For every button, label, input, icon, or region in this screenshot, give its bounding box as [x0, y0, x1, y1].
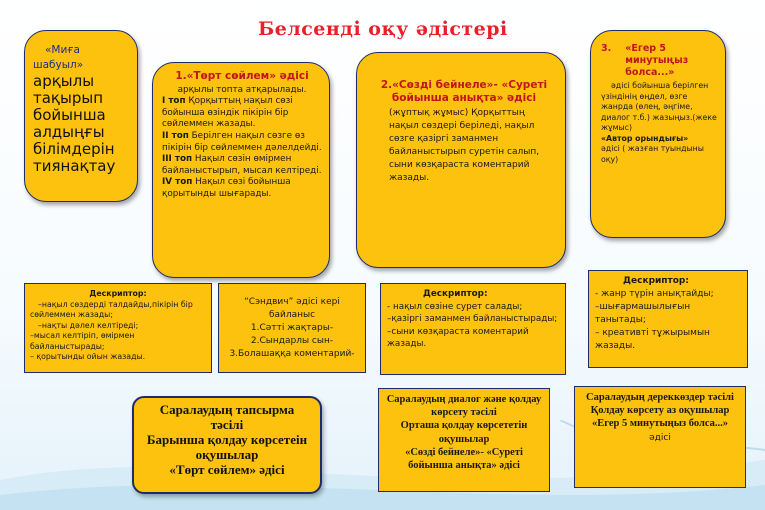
bottom-1-line: Саралаудың тапсырма тәсілі [159, 402, 295, 432]
descriptor-2 [380, 283, 566, 375]
bottom-3-line: Саралаудың дереккөздер тәсілі [586, 392, 734, 403]
descriptor-1-heading: Дескриптор: [89, 289, 147, 298]
depict-word-body: (жұптық жұмыс) Қорқыттың нақыл сөздері беріледі, нақыл сөзге қазіргі заманмен байланыстырып суретін салып, сыни көзқараста коментарий жазады. [389, 108, 540, 183]
descriptor-3-item: – креативті тұжырымын жазады. [595, 328, 710, 351]
four-sentences-box [152, 62, 330, 278]
bottom-1-line: «Төрт сөйлем» әдісі [169, 462, 285, 477]
sandwich-line: 3.Болашаққа коментарий- [229, 349, 355, 359]
bottom-2-line: Орташа қолдау көрсететін оқушылар [400, 420, 528, 445]
sandwich-line: “Сэндвич” әдісі кері байланыс [244, 297, 340, 320]
descriptor-3-item: - жанр түрін анықтайды; [595, 289, 714, 299]
differentiation-sources-box [574, 386, 746, 488]
descriptor-2-item: –сыни көзқараста коментарий жазады. [387, 326, 529, 349]
author-chair-body: әдісі ( жазған туындыны оқу) [601, 144, 704, 164]
sandwich-line: 1.Сәтті жақтары- [250, 323, 334, 333]
bottom-2-line: «Сөзді бейнеле»- «Суреті бойынша анықта» әдісі [405, 446, 523, 472]
descriptor-2-item: –қазіргі заманмен байланыстырады; [387, 314, 558, 324]
brainstorm-heading: «Миға шабуыл» [33, 44, 84, 71]
descriptor-1 [24, 283, 212, 373]
group-1: І топ Қорқыттың нақыл сөзі бойынша өзіндік пікірін бір сөйлеммен жазады. [162, 96, 293, 130]
descriptor-3-item: –шығармашылығын танытады; [595, 302, 691, 325]
four-sentences-intro: арқылы топта атқарылады. [177, 84, 307, 95]
author-chair: «Автор орындығы» [601, 133, 689, 143]
five-minutes-box [590, 30, 726, 238]
page-title: Белсенді оқу әдістері [258, 18, 508, 40]
brainstorm-box [24, 30, 138, 202]
bottom-3-line: Қолдау көрсету аз оқушылар [590, 405, 730, 417]
group-2: ІІ топ Берілген нақыл сөзге өз пікірін бір сөйлеммен дәлелдейді. [162, 130, 322, 153]
five-minutes-body: әдісі бойынша берілген үзіндінің өңдел, өзге жанрда (өлең, әңгіме, диалог т.б.) жазыңыз.(жеке жұмыс) [601, 81, 717, 132]
descriptor-1-item: – қорытынды ойын жазады. [30, 352, 146, 361]
descriptor-2-item: - нақыл сөзіне сурет салады; [387, 301, 523, 312]
descriptor-2-heading: Дескриптор: [423, 289, 488, 299]
descriptor-1-item: –мысал келтіріп, өмірмен байланыстырады; [30, 331, 135, 351]
depict-word-box [356, 52, 566, 268]
group-4: ІV топ Нақыл сөзі бойынша қорытынды шығарады. [162, 177, 291, 199]
descriptor-1-item: –нақыл сөздерді талдайды,пікірін бір сөйлеммен жазады; [30, 299, 193, 319]
depict-word-heading: 2.«Сөзді бейнеле»- «Суреті бойынша анықта» әдісі [380, 79, 548, 104]
four-sentences-heading: 1.«Төрт сөйлем» әдісі [175, 70, 309, 82]
group-3: ІІІ топ Нақыл сөзін өмірмен байланыстырып, мысал келтіреді. [162, 154, 322, 176]
sandwich-box [218, 283, 366, 373]
differentiation-dialog-box [378, 388, 550, 492]
bottom-2-line: Саралаудың диалог және қолдау көрсету тәсілі [386, 394, 542, 419]
descriptor-3 [588, 270, 748, 368]
descriptor-1-item: –нақты дәлел келтіреді; [38, 320, 139, 330]
sandwich-line: 2.Сындарлы сын- [250, 336, 334, 346]
brainstorm-body: арқылы тақырып бойынша алдыңғы білімдерін тиянақтау [33, 72, 116, 175]
bottom-3-line: «Егер 5 минутыңыз болса...» әдісі [591, 418, 729, 443]
differentiation-task-box [132, 396, 322, 494]
descriptor-3-heading: Дескриптор: [623, 276, 689, 286]
bottom-1-line: Барынша қолдау көрсетеін оқушылар [146, 432, 308, 462]
five-minutes-heading: 3. «Егер 5 минутыңыз болса...» [601, 43, 689, 78]
